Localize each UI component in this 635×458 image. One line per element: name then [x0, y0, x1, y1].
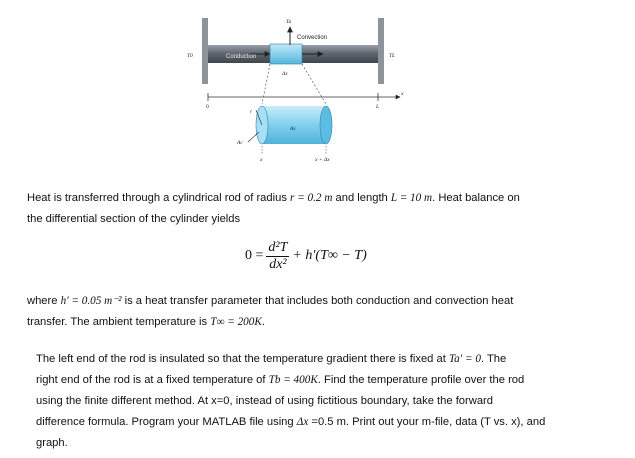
axis-zero-label: 0 [206, 104, 209, 110]
paragraph-1-line-1 [27, 188, 520, 209]
cylinder-right-end [320, 106, 332, 144]
dx-label: Δx [282, 71, 288, 77]
second-derivative-fraction [266, 240, 289, 273]
paragraph-3-line-1 [36, 349, 545, 370]
text-segment: transfer. The ambient temperature is [27, 316, 211, 328]
text-segment: is a heat transfer parameter that includes both conduction and convection heat [121, 295, 514, 307]
paragraph-2-line-2 [27, 312, 513, 333]
paragraph-problem-setup [27, 188, 520, 230]
rod-diagram [0, 0, 635, 175]
conduction-label: Conduction [226, 54, 257, 60]
r-label: r [250, 109, 253, 115]
paragraph-3-line-5: graph. [36, 437, 68, 449]
length-equation: L = 10 m [390, 192, 433, 204]
step-size-symbol: Δx [296, 416, 309, 428]
fraction-numerator: d²T [268, 239, 288, 255]
paragraph-1-line-2: the differential section of the cylinder yields [27, 213, 241, 225]
text-segment: The left end of the rod is insulated so that the temperature gradient there is fixed at [36, 353, 449, 365]
convection-label: Convection [297, 35, 328, 41]
t0-label: T0 [187, 53, 193, 59]
text-segment: where [27, 295, 61, 307]
paragraph-parameters [27, 291, 513, 333]
x-bottom-label: x [260, 157, 263, 163]
axis-l-label: L [376, 104, 380, 110]
fraction-denominator: dx² [269, 256, 287, 272]
x-plus-dx-label: x + Δx [315, 157, 330, 163]
paragraph-3-line-2 [36, 370, 545, 391]
right-wall [378, 18, 384, 84]
paragraph-2-line-1 [27, 291, 513, 312]
as-label: As [290, 126, 296, 132]
ac-label: Ac [237, 140, 243, 146]
text-segment: =0.5 m. Print out your m-file, data (T vs. x), and [308, 416, 546, 428]
ambient-temperature-equation: T∞ = 200K [210, 316, 262, 328]
text-segment: . The [480, 353, 507, 365]
projection-line-right [302, 64, 326, 104]
heat-balance-equation [245, 236, 367, 276]
paragraph-task [36, 349, 545, 454]
text-segment: Heat is transferred through a cylindrical rod of radius [27, 192, 291, 204]
equation-lhs: 0 = [245, 248, 264, 263]
text-segment: . Find the temperature profile over the rod [317, 374, 525, 386]
text-segment: right end of the rod is at a fixed temperature of [36, 374, 269, 386]
ta-top-label: Ta [286, 19, 292, 25]
left-wall [202, 18, 208, 84]
text-segment: . Heat balance on [432, 192, 520, 204]
text-segment: . [261, 316, 265, 328]
text-segment: difference formula. Program your MATLAB file using [36, 416, 297, 428]
enlarged-cylinder [262, 106, 326, 144]
equation-rhs: + h′(T∞ − T) [292, 248, 367, 263]
text-segment: and length [332, 192, 391, 204]
rod-section [270, 44, 302, 64]
right-boundary-equation: Tb = 400K [268, 374, 318, 386]
paragraph-3-line-3: using the finite different method. At x=0, instead of using fictitious boundary, take the forward [36, 395, 493, 407]
axis-x-label: x [401, 91, 404, 97]
paragraph-3-line-4 [36, 412, 545, 433]
radius-equation: r = 0.2 m [290, 192, 333, 204]
h-prime-equation: h′ = 0.05 m⁻² [60, 295, 122, 307]
left-boundary-equation: Ta′ = 0 [448, 353, 481, 365]
projection-line-left [262, 64, 270, 104]
tl-label: TL [389, 53, 396, 59]
